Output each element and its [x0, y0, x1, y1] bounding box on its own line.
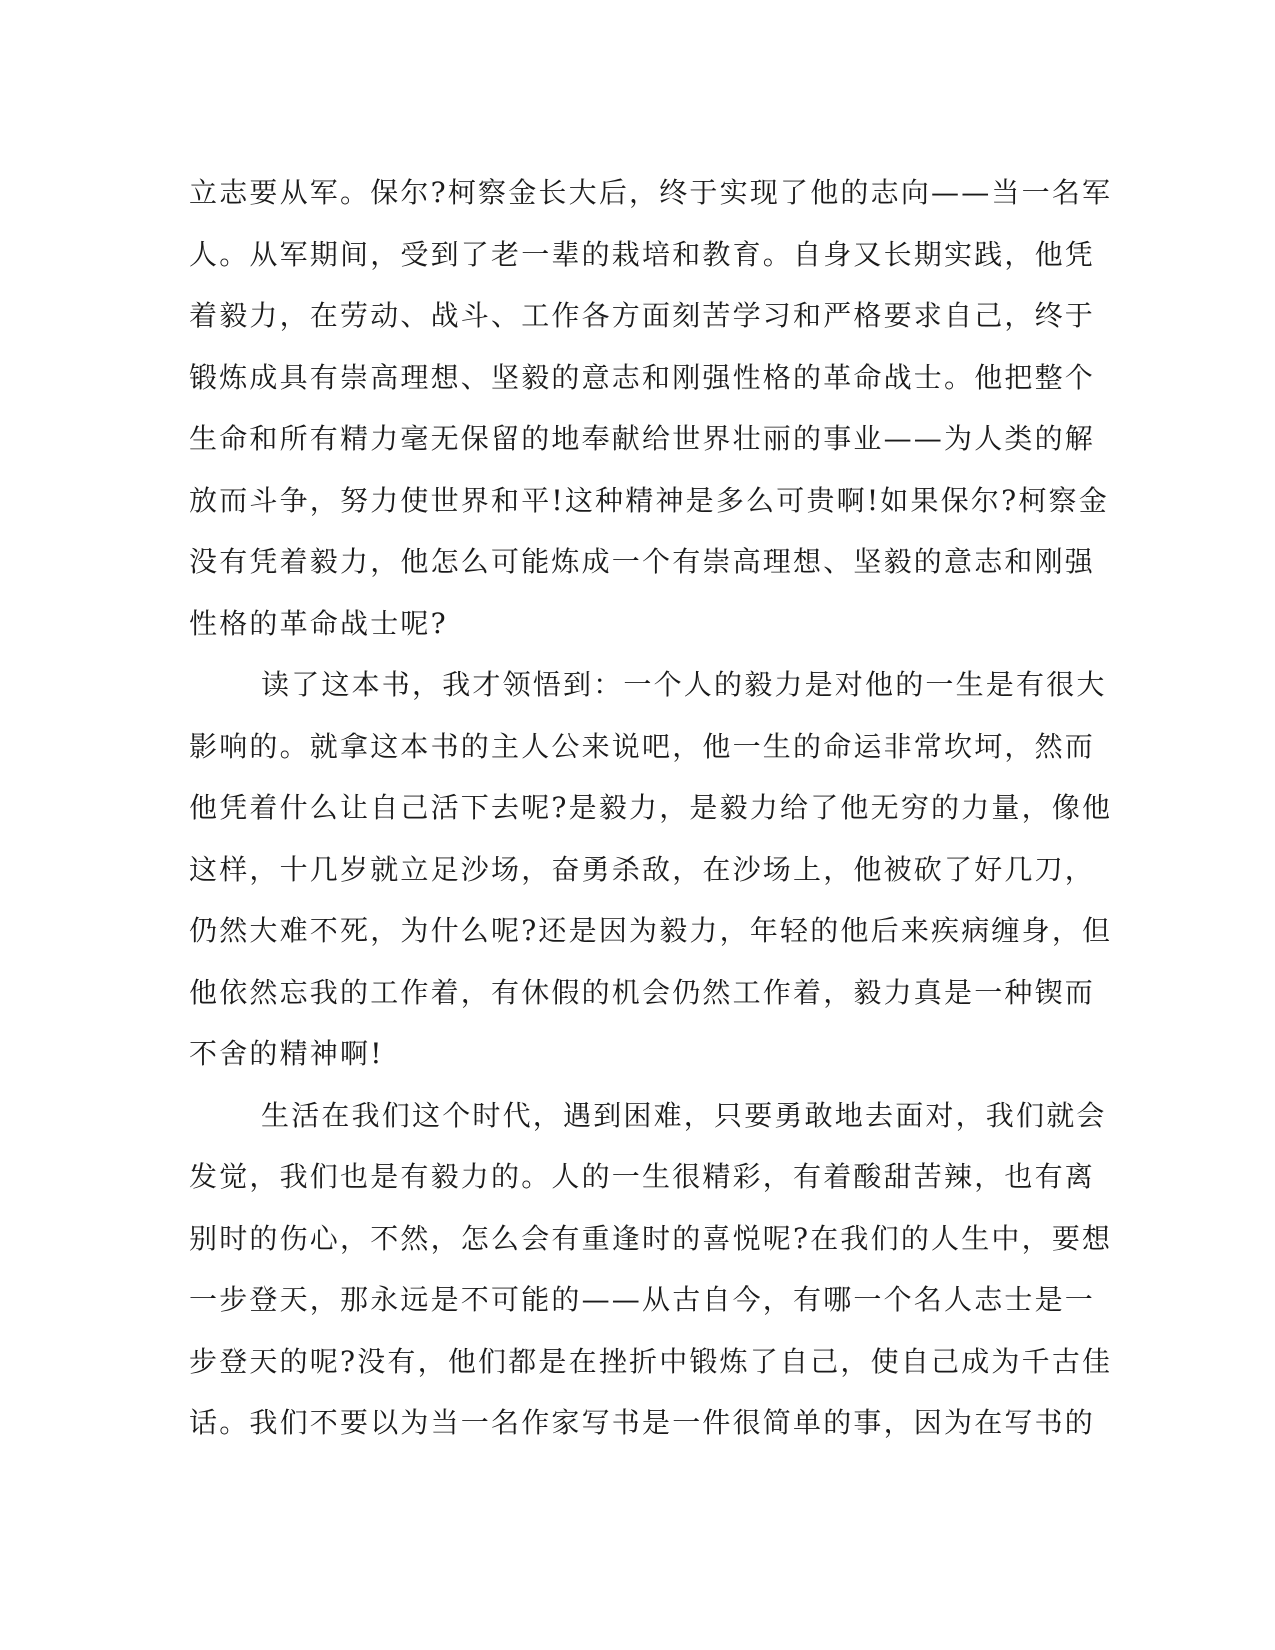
text-line: 读了这本书，我才领悟到：一个人的毅力是对他的一生是有很大: [261, 668, 1107, 701]
text-line: 生命和所有精力毫无保留的地奉献给世界壮丽的事业——为人类的解: [189, 422, 1096, 455]
text-line: 话。我们不要以为当一名作家写书是一件很简单的事，因为在写书的: [189, 1406, 1096, 1439]
text-line: 步登天的呢?没有，他们都是在挫折中锻炼了自己，使自己成为千古佳: [189, 1344, 1113, 1378]
paragraph-3: [189, 1085, 1113, 1454]
text-line: 锻炼成具有崇高理想、坚毅的意志和刚强性格的革命战士。他把整个: [189, 360, 1096, 394]
text-line: 放而斗争，努力使世界和平!这种精神是多么可贵啊!如果保尔?柯察金: [189, 483, 1109, 517]
paragraph-2: [189, 654, 1113, 1085]
text-line: 他凭着什么让自己活下去呢?是毅力，是毅力给了他无穷的力量，像他: [189, 791, 1113, 824]
text-line: 立志要从军。保尔?柯察金长大后，终于实现了他的志向——当一名军: [189, 176, 1113, 209]
body-text: [189, 162, 1113, 1454]
text-line: 不舍的精神啊!: [189, 1037, 384, 1070]
text-line: 生活在我们这个时代，遇到困难，只要勇敢地去面对，我们就会: [261, 1098, 1107, 1132]
text-line: 着毅力，在劳动、战斗、工作各方面刻苦学习和严格要求自己，终于: [189, 299, 1096, 332]
text-line: 这样，十几岁就立足沙场，奋勇杀敌，在沙场上，他被砍了好几刀，: [189, 852, 1096, 886]
text-line: 一步登天，那永远是不可能的——从古自今，有哪一个名人志士是一: [189, 1283, 1096, 1316]
text-line: 发觉，我们也是有毅力的。人的一生很精彩，有着酸甜苦辣，也有离: [189, 1160, 1096, 1193]
text-line: 仍然大难不死，为什么呢?还是因为毅力，年轻的他后来疾病缠身，但: [189, 914, 1113, 947]
text-line: 没有凭着毅力，他怎么可能炼成一个有崇高理想、坚毅的意志和刚强: [189, 545, 1096, 578]
paragraph-1: [189, 162, 1113, 654]
text-line: 人。从军期间，受到了老一辈的栽培和教育。自身又长期实践，他凭: [189, 237, 1096, 271]
text-line: 性格的革命战士呢?: [189, 606, 448, 640]
text-line: 他依然忘我的工作着，有休假的机会仍然工作着，毅力真是一种锲而: [189, 975, 1096, 1009]
text-line: 别时的伤心，不然，怎么会有重逢时的喜悦呢?在我们的人生中，要想: [189, 1221, 1113, 1255]
text-line: 影响的。就拿这本书的主人公来说吧，他一生的命运非常坎坷，然而: [189, 729, 1096, 763]
